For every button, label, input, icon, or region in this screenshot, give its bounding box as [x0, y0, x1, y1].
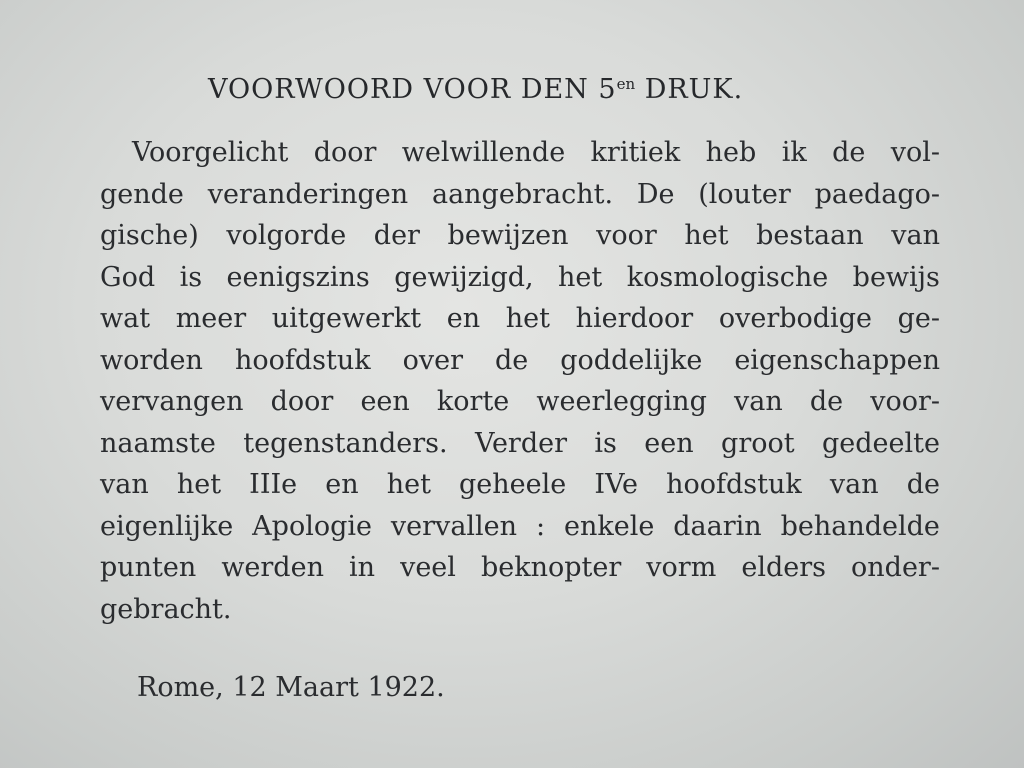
word: een: [644, 427, 694, 459]
page-heading: [208, 64, 868, 110]
paragraph-line: [100, 381, 940, 423]
word: gende: [100, 178, 184, 210]
word: eenigszins: [226, 261, 370, 293]
word: hoofdstuk: [666, 469, 802, 500]
word: voor-: [870, 386, 940, 417]
word: gedeelte: [822, 427, 940, 459]
word: punten: [100, 552, 197, 583]
paragraph-line: gebracht.: [100, 593, 232, 625]
word: Voorgelicht: [132, 137, 289, 168]
word: gewijzigd,: [394, 261, 534, 293]
word: gische): [100, 220, 199, 251]
word: De: [636, 178, 675, 210]
word: eigenlijke: [100, 510, 234, 542]
word: enkele: [564, 510, 655, 542]
word: is: [179, 261, 203, 293]
word: hoofdstuk: [234, 344, 371, 376]
word: bewijzen: [447, 220, 569, 251]
word: IVe: [594, 469, 639, 500]
word: van: [733, 386, 783, 417]
word: behandelde: [780, 510, 940, 542]
word: bewijs: [852, 261, 940, 293]
word: het: [684, 220, 729, 251]
paragraph-line: [100, 257, 940, 299]
word: hierdoor: [575, 303, 694, 334]
word: aangebracht.: [431, 178, 614, 210]
word: het: [176, 469, 222, 500]
word: goddelijke: [560, 344, 703, 376]
word: in: [349, 552, 376, 583]
paragraph-line: [100, 215, 940, 257]
word: vol-: [890, 137, 940, 168]
word: paedago-: [814, 178, 940, 210]
paragraph-line: [100, 506, 940, 548]
paragraph-line: [100, 174, 940, 216]
word: werden: [221, 552, 324, 583]
word: en: [325, 469, 359, 500]
paragraph-line: [100, 547, 940, 589]
word: wat: [100, 303, 151, 334]
word: de: [906, 469, 940, 500]
word: voor: [596, 220, 657, 251]
word: ik: [781, 137, 807, 168]
word: ge-: [897, 303, 940, 334]
word: veranderingen: [207, 178, 409, 210]
word: daarin: [673, 510, 762, 542]
word: is: [594, 427, 617, 459]
word: IIIe: [249, 469, 298, 500]
word: vorm: [646, 552, 717, 583]
word: vervangen: [100, 386, 244, 417]
word: het: [558, 261, 603, 293]
word: uitgewerkt: [271, 303, 422, 334]
paragraph-line: [100, 340, 940, 382]
word: bestaan: [756, 220, 864, 251]
word: geheele: [459, 469, 567, 500]
word: volgorde: [226, 220, 347, 251]
word: weerlegging: [536, 386, 707, 417]
heading-superscript: en: [616, 75, 636, 93]
word: tegenstanders.: [243, 427, 448, 459]
word: onder-: [851, 552, 940, 583]
word: heb: [705, 137, 757, 168]
word: der: [373, 220, 420, 251]
word: van: [100, 469, 149, 500]
word: meer: [175, 303, 247, 334]
word: welwillende: [401, 137, 566, 168]
word: Verder: [474, 427, 568, 459]
word: veel: [400, 552, 456, 583]
word: de: [832, 137, 866, 168]
word: elders: [741, 552, 826, 583]
paragraph-line: [100, 132, 940, 174]
word: kritiek: [590, 137, 681, 168]
word: het: [386, 469, 431, 500]
word: God: [100, 261, 156, 293]
word: worden: [100, 344, 203, 376]
paragraph-line: [100, 423, 940, 465]
place-date-signature: Rome, 12 Maart 1922.: [137, 672, 445, 703]
word: :: [535, 510, 546, 542]
heading-main: VOORWOORD VOOR DEN 5: [208, 74, 617, 105]
word: een: [360, 386, 410, 417]
word: en: [446, 303, 481, 334]
word: de: [494, 344, 529, 376]
word: de: [809, 386, 844, 417]
word: door: [313, 137, 377, 168]
word: groot: [721, 427, 795, 459]
word: van: [829, 469, 879, 500]
word: kosmologische: [626, 261, 829, 293]
paragraph-line: [100, 464, 940, 506]
word: eigenschappen: [734, 344, 940, 376]
word: vervallen: [390, 510, 518, 542]
word: (louter: [698, 178, 791, 210]
word: Apologie: [252, 510, 372, 542]
word: beknopter: [480, 552, 622, 583]
preface-paragraph: [100, 132, 940, 630]
word: van: [891, 220, 940, 251]
word: het: [505, 303, 550, 334]
word: korte: [436, 386, 510, 417]
word: naamste: [100, 427, 216, 459]
paragraph-line: [100, 298, 940, 340]
word: door: [270, 386, 334, 417]
heading-tail: DRUK.: [635, 74, 744, 105]
word: over: [402, 344, 463, 376]
word: overbodige: [718, 303, 872, 334]
